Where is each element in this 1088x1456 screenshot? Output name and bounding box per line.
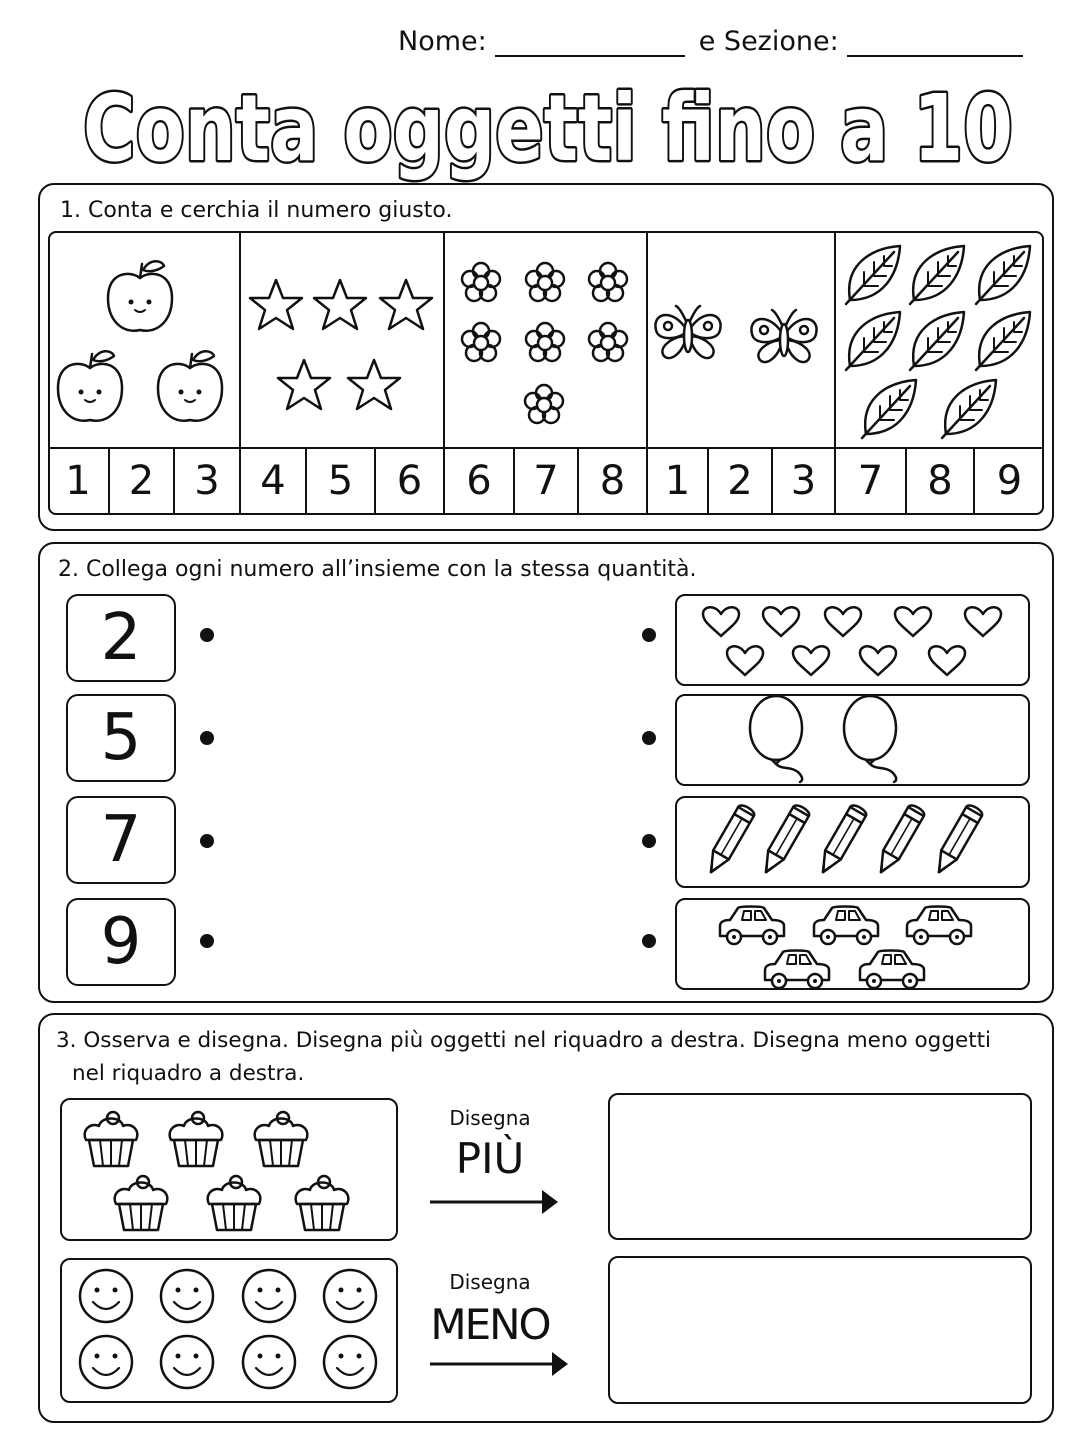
section-field[interactable] (847, 29, 1023, 57)
option-apples-1[interactable]: 1 (65, 458, 91, 504)
draw-less-big-label: MENO (430, 1300, 550, 1349)
name-label: Nome: (398, 26, 487, 57)
smiley-set-box (60, 1258, 398, 1403)
set-box-balloons[interactable] (675, 694, 1030, 786)
cupcake-set-box (60, 1098, 398, 1241)
group-separator (646, 231, 648, 449)
option-flowers-6[interactable]: 6 (443, 449, 513, 513)
option-leaves-7[interactable]: 7 (834, 449, 905, 513)
draw-more-big-label: PIÙ (455, 1134, 525, 1183)
section2-instruction: 2. Collega ogni numero all’insieme con la stessa quantità. (58, 557, 697, 582)
number-card-9[interactable]: 9 (66, 898, 176, 986)
draw-less-small-label: Disegna (449, 1270, 531, 1294)
group-separator (834, 231, 836, 449)
page-title-text: Conta oggetti fino a 10 (83, 75, 1013, 182)
draw-more-area[interactable] (608, 1093, 1032, 1240)
draw-less-area[interactable] (608, 1256, 1032, 1404)
option-butterflies-2[interactable]: 2 (707, 449, 771, 513)
option-butterflies-3[interactable]: 3 (771, 449, 834, 513)
set-box-hearts[interactable] (675, 594, 1030, 686)
option-butterflies-1[interactable]: 1 (646, 449, 707, 513)
option-stars-6[interactable]: 6 (374, 449, 443, 513)
option-flowers-8[interactable]: 8 (577, 449, 646, 513)
option-leaves-8[interactable]: 8 (905, 449, 973, 513)
left-match-dot[interactable] (200, 934, 214, 948)
student-info-header (398, 26, 1023, 57)
right-match-dot[interactable] (642, 934, 656, 948)
group-separator (443, 231, 445, 449)
option-stars-4[interactable]: 4 (239, 449, 305, 513)
number-card-7[interactable]: 7 (66, 796, 176, 884)
right-match-dot[interactable] (642, 834, 656, 848)
option-apples-2[interactable]: 2 (108, 449, 173, 513)
left-match-dot[interactable] (200, 731, 214, 745)
option-leaves-9[interactable]: 9 (973, 449, 1044, 513)
page-title (0, 70, 1088, 190)
name-field[interactable] (495, 29, 685, 57)
group-separator (239, 231, 241, 449)
section-label: e Sezione: (698, 26, 839, 57)
option-apples-3[interactable]: 3 (173, 449, 239, 513)
set-box-pencils[interactable] (675, 796, 1030, 888)
number-card-2[interactable]: 2 (66, 594, 176, 682)
section1-instruction: 1. Conta e cerchia il numero giusto. (60, 198, 453, 223)
draw-more-small-label: Disegna (449, 1106, 531, 1130)
left-match-dot[interactable] (200, 834, 214, 848)
set-box-cars[interactable] (675, 898, 1030, 990)
right-match-dot[interactable] (642, 731, 656, 745)
option-stars-5[interactable]: 5 (305, 449, 374, 513)
right-match-dot[interactable] (642, 628, 656, 642)
section3-instruction-line1: 3. Osserva e disegna. Disegna più oggetti nel riquadro a destra. Disegna meno oggetti (56, 1028, 992, 1053)
left-match-dot[interactable] (200, 628, 214, 642)
section3-instruction-line2: nel riquadro a destra. (72, 1061, 305, 1086)
number-card-5[interactable]: 5 (66, 694, 176, 782)
option-flowers-7[interactable]: 7 (513, 449, 577, 513)
